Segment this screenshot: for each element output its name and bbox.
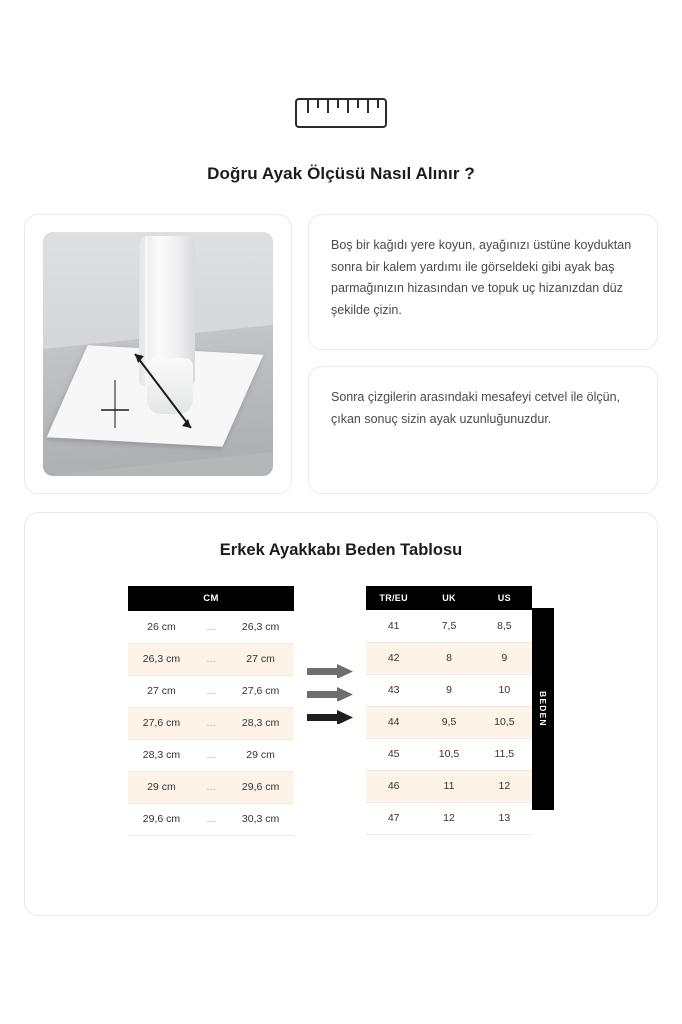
cm-high: 29 cm (227, 739, 294, 771)
size-header-uk: UK (421, 586, 476, 610)
table-row (366, 610, 532, 642)
cm-high: 26,3 cm (227, 611, 294, 643)
cm-sep: ... (195, 739, 227, 771)
arrow-right-icon (307, 664, 353, 678)
cm-sep: ... (195, 611, 227, 643)
size-uk: 9,5 (421, 706, 476, 738)
size-eu: 46 (366, 770, 421, 802)
page-title: Doğru Ayak Ölçüsü Nasıl Alınır ? (207, 164, 475, 183)
size-us: 9 (477, 642, 532, 674)
size-uk: 8 (421, 642, 476, 674)
size-chart-card (24, 512, 658, 916)
size-tables (25, 586, 657, 836)
cm-high: 30,3 cm (227, 803, 294, 835)
size-table (366, 586, 532, 835)
cm-low: 28,3 cm (128, 739, 195, 771)
size-eu: 41 (366, 610, 421, 642)
size-uk: 10,5 (421, 738, 476, 770)
size-us: 11,5 (477, 738, 532, 770)
table-row (128, 771, 294, 803)
table-row (366, 674, 532, 706)
cm-table (128, 586, 294, 836)
size-us: 13 (477, 802, 532, 834)
measure-arrow-icon (43, 232, 273, 476)
cm-low: 26,3 cm (128, 643, 195, 675)
conversion-arrows (294, 586, 366, 724)
cm-high: 27,6 cm (227, 675, 294, 707)
cm-table-header: CM (128, 586, 294, 611)
size-us: 10,5 (477, 706, 532, 738)
size-eu: 42 (366, 642, 421, 674)
table-row (128, 803, 294, 835)
beden-label-text: BEDEN (538, 691, 548, 727)
cm-low: 27 cm (128, 675, 195, 707)
instruction-texts (308, 214, 658, 494)
instruction-card-2: Sonra çizgilerin arasındaki mesafeyi cetvel ile ölçün, çıkan sonuç sizin ayak uzunluğunuzdur. (308, 366, 658, 494)
cm-high: 29,6 cm (227, 771, 294, 803)
cm-low: 29 cm (128, 771, 195, 803)
table-row (128, 707, 294, 739)
beden-vertical-label (532, 608, 554, 810)
table-row (366, 770, 532, 802)
foot-measure-photo (43, 232, 273, 476)
size-header-eu: TR/EU (366, 586, 421, 610)
size-eu: 45 (366, 738, 421, 770)
cm-sep: ... (195, 643, 227, 675)
size-eu: 43 (366, 674, 421, 706)
ruler-icon-wrapper (24, 0, 658, 128)
size-eu: 44 (366, 706, 421, 738)
table-row (128, 739, 294, 771)
cm-sep: ... (195, 771, 227, 803)
cm-high: 28,3 cm (227, 707, 294, 739)
table-row (366, 738, 532, 770)
cm-sep: ... (195, 803, 227, 835)
table-row (128, 611, 294, 643)
size-uk: 11 (421, 770, 476, 802)
cm-high: 27 cm (227, 643, 294, 675)
ruler-icon (295, 98, 387, 128)
size-eu: 47 (366, 802, 421, 834)
size-uk: 7,5 (421, 610, 476, 642)
table-row (128, 643, 294, 675)
size-us: 8,5 (477, 610, 532, 642)
size-chart-title: Erkek Ayakkabı Beden Tablosu (219, 541, 463, 559)
cm-low: 29,6 cm (128, 803, 195, 835)
table-row (128, 675, 294, 707)
size-us: 12 (477, 770, 532, 802)
foot-measure-photo-card (24, 214, 292, 494)
cm-sep: ... (195, 675, 227, 707)
table-row (366, 642, 532, 674)
instruction-card-1: Boş bir kağıdı yere koyun, ayağınızı üstüne koyduktan sonra bir kalem yardımı ile görseldeki gibi ayak baş parmağınızın hizasından ve topuk uç hizanızdan düz şekilde çizin. (308, 214, 658, 350)
arrow-right-icon (307, 710, 353, 724)
size-header-us: US (477, 586, 532, 610)
table-row (366, 802, 532, 834)
size-us: 10 (477, 674, 532, 706)
arrow-right-icon (307, 687, 353, 701)
table-row (366, 706, 532, 738)
cm-low: 26 cm (128, 611, 195, 643)
instructions-row (24, 214, 658, 494)
size-uk: 9 (421, 674, 476, 706)
size-uk: 12 (421, 802, 476, 834)
cm-sep: ... (195, 707, 227, 739)
cm-low: 27,6 cm (128, 707, 195, 739)
